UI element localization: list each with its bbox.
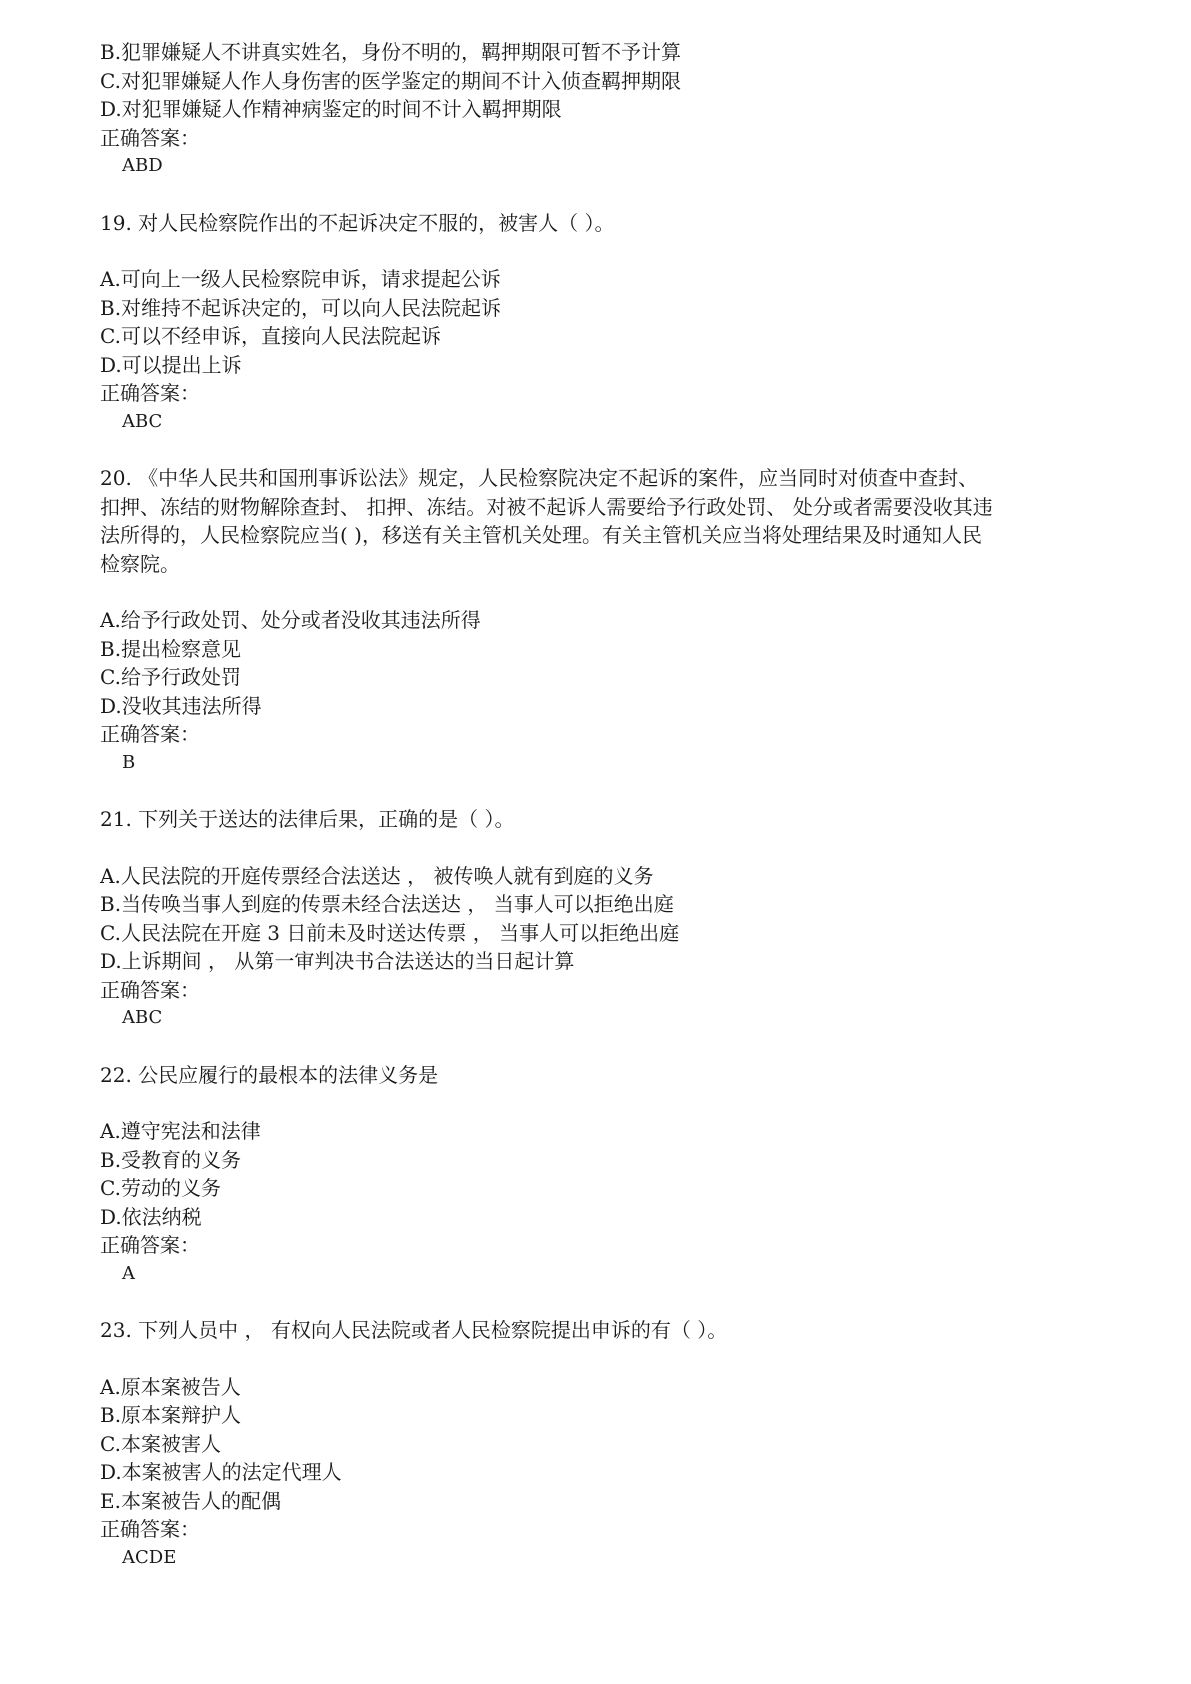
option-c: C.本案被害人 [100,1431,221,1456]
question-20 [100,464,1110,777]
question-title-line-2: 扣押、冻结的财物解除查封、 扣押、冻结。对被不起诉人需要给予行政处罚、 处分或者需要没收其违 [100,494,993,519]
option-b: B.受教育的义务 [100,1147,242,1172]
option-e: E.本案被告人的配偶 [100,1488,281,1513]
answer-label: 正确答案： [100,1233,200,1257]
option-a: A.人民法院的开庭传票经合法送达 ， 被传唤人就有到庭的义务 [100,863,654,888]
question-title: 22. 公民应履行的最根本的法律义务是 [100,1062,439,1087]
answer-label: 正确答案： [100,1517,200,1541]
answer-label: 正确答案： [100,381,200,405]
answer-label: 正确答案： [100,722,200,746]
option-d: D.上诉期间 ， 从第一审判决书合法送达的当日起计算 [100,949,575,973]
option-b: B.提出检察意见 [100,636,242,661]
answer-value: ACDE [122,1546,177,1568]
option-c: C.对犯罪嫌疑人作人身伤害的医学鉴定的期间不计入侦查羁押期限 [100,68,681,93]
option-b: B.犯罪嫌疑人不讲真实姓名，身份不明的，羁押期限可暂不予计算 [100,40,682,64]
option-c: C.人民法院在开庭 3 日前未及时送达传票 ， 当事人可以拒绝出庭 [100,920,680,945]
question-title: 23. 下列人员中 ， 有权向人民法院或者人民检察院提出申诉的有（ ）。 [100,1318,728,1342]
option-c: C.劳动的义务 [100,1176,221,1200]
option-c: C.给予行政处罚 [100,665,241,689]
option-a: A.原本案被告人 [100,1374,241,1399]
option-a: A.可向上一级人民检察院申诉，请求提起公诉 [100,267,501,291]
option-b: B.当传唤当事人到庭的传票未经合法送达 ， 当事人可以拒绝出庭 [100,892,674,916]
question-title-line-4: 检察院。 [100,551,180,576]
question-23 [100,1316,1110,1572]
option-d: D.依法纳税 [100,1204,202,1229]
option-a: A.给予行政处罚、处分或者没收其违法所得 [100,608,481,632]
answer-value: ABC [122,410,163,432]
option-d: D.可以提出上诉 [100,352,242,377]
option-a: A.遵守宪法和法律 [100,1119,261,1143]
answer-value: B [122,751,136,773]
answer-value: A [122,1262,135,1284]
question-title-line-3: 法所得的，人民检察院应当( )，移送有关主管机关处理。有关主管机关应当将处理结果及时通知人民 [100,523,982,547]
question-18-tail [100,38,1110,181]
document-page [100,38,1110,1572]
answer-value: ABD [122,155,163,176]
option-b: B.对维持不起诉决定的，可以向人民法院起诉 [100,295,502,320]
answer-value: ABC [122,1007,163,1028]
question-19 [100,209,1110,437]
option-d: D.对犯罪嫌疑人作精神病鉴定的时间不计入羁押期限 [100,97,562,121]
option-b: B.原本案辩护人 [100,1403,242,1427]
option-d: D.没收其违法所得 [100,693,262,718]
option-d: D.本案被害人的法定代理人 [100,1460,342,1484]
question-title: 19. 对人民检察院作出的不起诉决定不服的，被害人（ ）。 [100,210,615,235]
question-21 [100,805,1110,1033]
option-c: C.可以不经申诉，直接向人民法院起诉 [100,324,441,348]
question-22 [100,1061,1110,1289]
question-title: 21. 下列关于送达的法律后果，正确的是（ ）。 [100,807,515,831]
answer-label: 正确答案： [100,125,200,150]
question-title-line-1: 20. 《中华人民共和国刑事诉讼法》规定，人民检察院决定不起诉的案件，应当同时对侦查中查封、 [100,466,979,490]
answer-label: 正确答案： [100,977,200,1002]
